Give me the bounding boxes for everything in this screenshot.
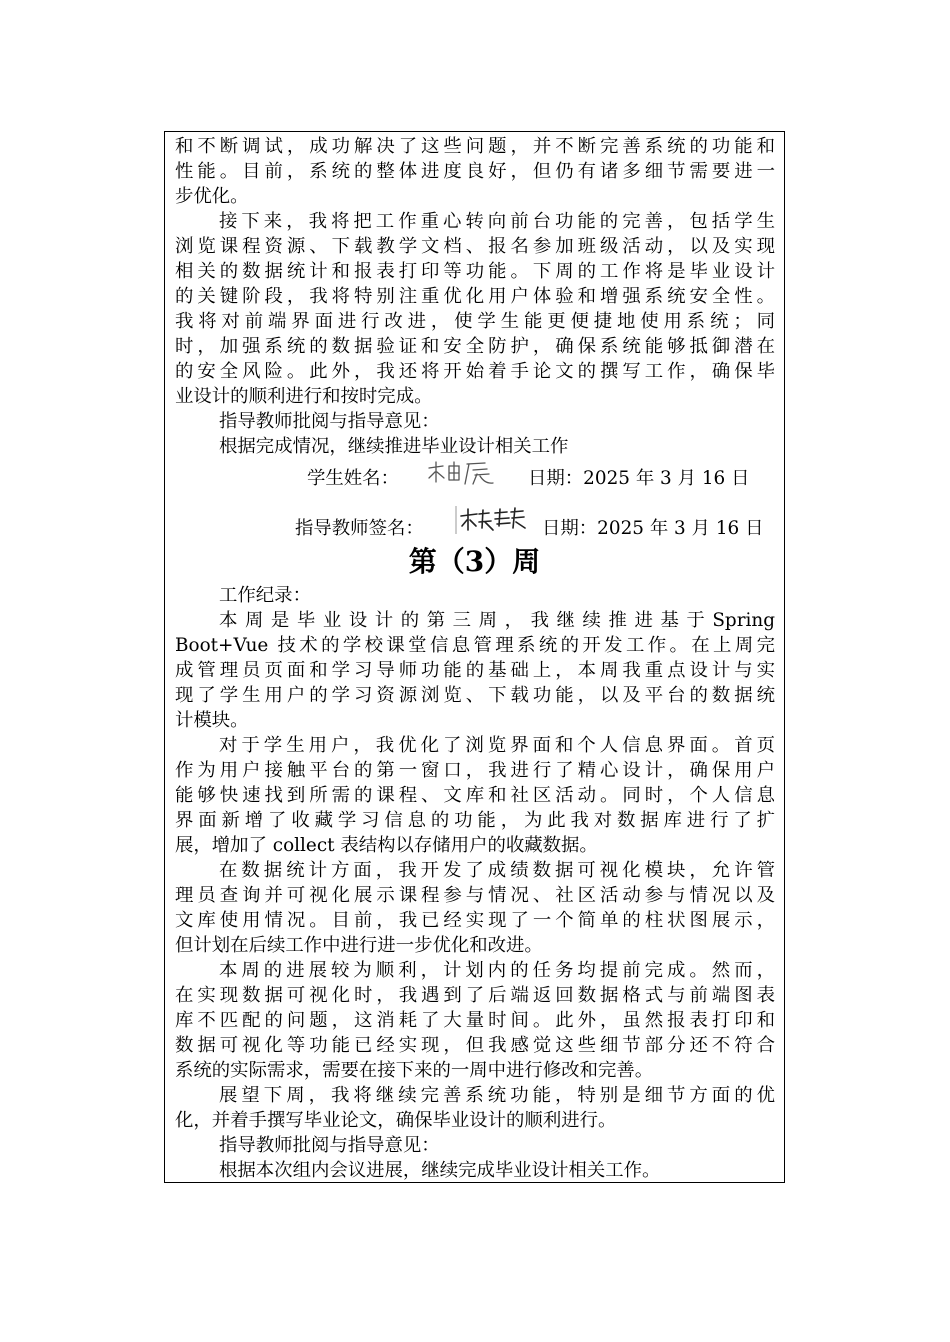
week-title: 第（3）周 — [408, 545, 541, 578]
text-line: 业设计的顺利进行和按时完成。 — [175, 386, 433, 407]
teacher-signature — [455, 504, 527, 536]
report-table-cell — [164, 131, 785, 1183]
text-line: 理员查询并可视化展示课程参与情况、社区活动参与情况以及 — [175, 885, 775, 906]
text-line: 但计划在后续工作中进行进一步优化和改进。 — [175, 935, 543, 956]
student-date: 日期：2025 年 3 月 16 日 — [528, 468, 750, 489]
text-line: 现了学生用户的学习资源浏览、下载功能，以及平台的数据统 — [175, 685, 775, 706]
teacher-signature-label: 指导教师签名： — [295, 518, 424, 539]
text-line: 我将对前端界面进行改进，使学生能更便捷地使用系统；同 — [175, 311, 775, 332]
text-line: 相关的数据统计和报表打印等功能。下周的工作将是毕业设计 — [175, 261, 775, 282]
text-line: 步优化。 — [175, 186, 249, 207]
comment-text: 根据完成情况，继续推进毕业设计相关工作 — [219, 436, 569, 457]
student-signature — [425, 458, 497, 490]
text-line: 对于学生用户，我优化了浏览界面和个人信息界面。首页 — [219, 735, 775, 756]
text-line: 数据可视化等功能已经实现，但我感觉这些细节部分还不符合 — [175, 1035, 775, 1056]
text-line: 计模块。 — [175, 710, 249, 731]
text-line: 界面新增了收藏学习信息的功能，为此我对数据库进行了扩 — [175, 810, 775, 831]
section-heading: 工作纪录： — [219, 585, 311, 606]
text-line: 化，并着手撰写毕业论文，确保毕业设计的顺利进行。 — [175, 1110, 617, 1131]
text-line: 在实现数据可视化时，我遇到了后端返回数据格式与前端图表 — [175, 985, 775, 1006]
text-line: 性能。目前，系统的整体进度良好，但仍有诸多细节需要进一 — [175, 161, 775, 182]
text-line: 库不匹配的问题，这消耗了大量时间。此外，虽然报表打印和 — [175, 1010, 775, 1031]
comment-text: 根据本次组内会议进展，继续完成毕业设计相关工作。 — [219, 1160, 661, 1181]
text-line: 本 周 是 毕 业 设 计 的 第 三 周 ， 我 继 续 推 进 基 于 Spring — [219, 610, 775, 631]
text-line: 的关键阶段，我将特别注重优化用户体验和增强系统安全性。 — [175, 286, 775, 307]
text-line: 的安全风险。此外，我还将开始着手论文的撰写工作，确保毕 — [175, 361, 775, 382]
text-line: 在数据统计方面，我开发了成绩数据可视化模块，允许管 — [219, 860, 775, 881]
text-line: 能够快速找到所需的课程、文库和社区活动。同时，个人信息 — [175, 785, 775, 806]
text-line: 浏览课程资源、下载教学文档、报名参加班级活动，以及实现 — [175, 236, 775, 257]
comment-heading: 指导教师批阅与指导意见： — [219, 1135, 440, 1156]
text-line: 展望下周，我将继续完善系统功能，特别是细节方面的优 — [219, 1085, 775, 1106]
text-line: 接下来，我将把工作重心转向前台功能的完善，包括学生 — [219, 211, 775, 232]
student-name-label: 学生姓名： — [307, 468, 399, 489]
teacher-date: 日期：2025 年 3 月 16 日 — [542, 518, 764, 539]
text-line: Boot+Vue 技术的学校课堂信息管理系统的开发工作。在上周完 — [175, 635, 775, 656]
text-line: 系统的实际需求，需要在接下来的一周中进行修改和完善。 — [175, 1060, 654, 1081]
text-line: 文库使用情况。目前，我已经实现了一个简单的柱状图展示， — [175, 910, 775, 931]
text-line: 展，增加了 collect 表结构以存储用户的收藏数据。 — [175, 835, 598, 856]
text-line: 作为用户接触平台的第一窗口，我进行了精心设计，确保用户 — [175, 760, 775, 781]
text-line: 本周的进展较为顺利，计划内的任务均提前完成。然而， — [219, 960, 775, 981]
text-line: 和不断调试，成功解决了这些问题，并不断完善系统的功能和 — [175, 136, 775, 157]
comment-heading: 指导教师批阅与指导意见： — [219, 411, 440, 432]
text-line: 时，加强系统的数据验证和安全防护，确保系统能够抵御潜在 — [175, 336, 775, 357]
text-line: 成管理员页面和学习导师功能的基础上，本周我重点设计与实 — [175, 660, 775, 681]
